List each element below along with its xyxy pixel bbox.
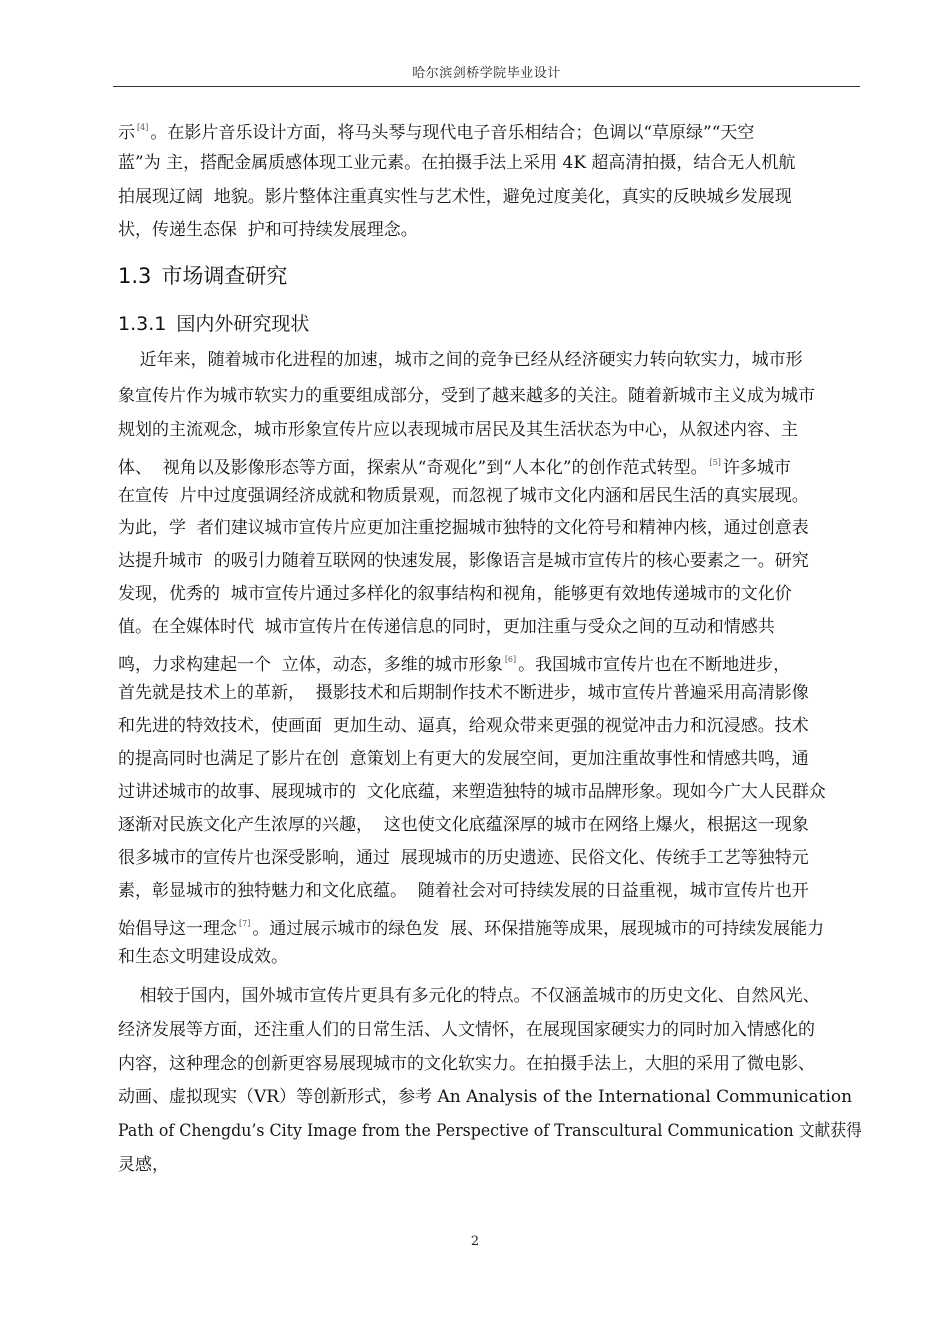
body-line: 内容，这种理念的创新更容易展现城市的文化软实力。在拍摄手法上，大胆的采用了微电影、 [118,1054,815,1074]
citation-mark: [6] [504,655,517,664]
body-line: 首先就是技术上的革新， 摄影技术和后期制作技术不断进步，城市宣传片普遍采用高清影像 [118,683,809,703]
page-number: 2 [470,1234,480,1249]
body-line: 达提升城市 的吸引力随着互联网的快速发展，影像语言是城市宣传片的核心要素之一。研究 [118,551,809,571]
body-line: 过讲述城市的故事、展现城市的 文化底蕴，来塑造独特的城市品牌形象。现如今广大人民群众 [118,782,826,802]
section-heading: 1.3 市场调查研究 [118,264,288,288]
body-line: 发现，优秀的 城市宣传片通过多样化的叙事结构和视角，能够更有效地传递城市的文化价 [118,584,792,604]
body-line: 始倡导这一理念 [7] 。通过展示城市的绿色发 展、环保措施等成果，展现城市的可持续发展能力 [118,919,825,939]
subsection-heading: 1.3.1 国内外研究现状 [118,313,310,335]
body-line: 蓝”为 主，搭配金属质感体现工业元素。在拍摄手法上采用 4K 超高清拍摄，结合无人机航 [118,153,796,173]
body-line: 鸣，力求构建起一个 立体，动态，多维的城市形象 [6] 。我国城市宣传片也在不断地进步， [118,655,791,675]
body-line: 示 [4] 。在影片音乐设计方面，将马头琴与现代电子音乐相结合；色调以“草原绿”“天空 [118,123,755,143]
body-line: 近年来，随着城市化进程的加速，城市之间的竞争已经从经济硬实力转向软实力，城市形 [118,350,803,370]
body-line: 在宣传 片中过度强调经济成就和物质景观，而忽视了城市文化内涵和居民生活的真实展现。 [118,486,809,506]
body-line: 相较于国内，国外城市宣传片更具有多元化的特点。不仅涵盖城市的历史文化、自然风光、 [118,986,820,1006]
header-rule [113,86,860,87]
body-line: 状，传递生态保 护和可持续发展理念。 [118,220,418,240]
body-line: 体、 视角以及影像形态等方面，探索从“奇观化”到“人本化”的创作范式转型。 [5] 许多城市 [118,458,791,478]
body-line: 拍展现辽阔 地貌。影片整体注重真实性与艺术性，避免过度美化，真实的反映城乡发展现 [118,187,792,207]
body-line: 动画、虚拟现实（VR）等创新形式，参考 An Analysis of the International Communication [118,1087,853,1107]
body-line: 经济发展等方面，还注重人们的日常生活、人文情怀，在展现国家硬实力的同时加入情感化的 [118,1020,815,1040]
body-line: Path of Chengdu’s City Image from the Perspective of Transcultural Communication 文献获得 [118,1121,862,1141]
body-line: 灵感， [118,1155,169,1175]
citation-mark: [7] [239,919,251,928]
body-line: 素，彰显城市的独特魅力和文化底蕴。 随着社会对可持续发展的日益重视，城市宣传片也开 [118,881,809,901]
body-line: 很多城市的宣传片也深受影响，通过 展现城市的历史遗迹、民俗文化、传统手工艺等独特元 [118,848,809,868]
body-line: 规划的主流观念，城市形象宣传片应以表现城市居民及其生活状态为中心，从叙述内容、主 [118,420,798,440]
page-header: 哈尔滨剑桥学院毕业设计 [412,66,561,81]
body-line: 象宣传片作为城市软实力的重要组成部分，受到了越来越多的关注。随着新城市主义成为城市 [118,386,815,406]
body-line: 和生态文明建设成效。 [118,947,288,967]
citation-mark: [5] [709,458,721,467]
body-line: 为此，学 者们建议城市宣传片应更加注重挖掘城市独特的文化符号和精神内核，通过创意表 [118,518,809,538]
citation-mark: [4] [137,123,149,132]
body-line: 和先进的特效技术，使画面 更加生动、逼真，给观众带来更强的视觉冲击力和沉浸感。技术 [118,716,809,736]
body-line: 的提高同时也满足了影片在创 意策划上有更大的发展空间，更加注重故事性和情感共鸣，通 [118,749,809,769]
body-line: 逐渐对民族文化产生浓厚的兴趣， 这也使文化底蕴深厚的城市在网络上爆火，根据这一现象 [118,815,809,835]
body-line: 值。在全媒体时代 城市宣传片在传递信息的同时，更加注重与受众之间的互动和情感共 [118,617,775,637]
